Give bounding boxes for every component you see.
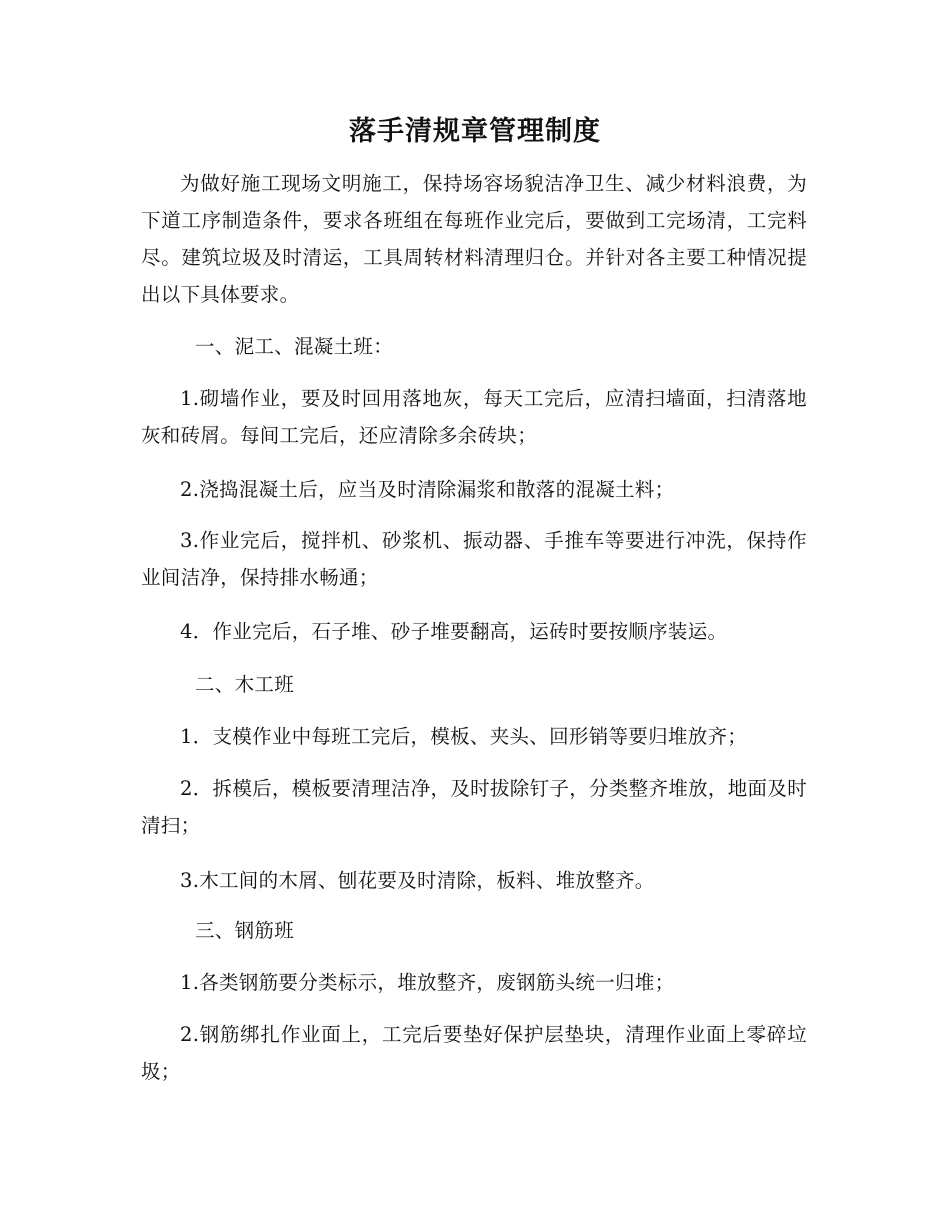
masonry-item-3: 3.作业完后，搅拌机、砂浆机、振动器、手推车等要进行冲洗，保持作业间洁净，保持排水畅通； <box>141 529 807 589</box>
section-heading-masonry: 一、泥工、混凝土班： <box>195 335 394 358</box>
masonry-item-1: 1.砌墙作业，要及时回用落地灰，每天工完后，应清扫墙面，扫清落地灰和砖屑。每间工完后，还应清除多余砖块； <box>141 387 807 447</box>
carpentry-item-3: 3.木工间的木屑、刨花要及时清除，板料、堆放整齐。 <box>180 869 655 892</box>
document-title: 落手清规章管理制度 <box>349 116 601 147</box>
intro-paragraph: 为做好施工现场文明施工，保持场容场貌洁净卫生、减少材料浪费，为下道工序制造条件，要求各班组在每班作业完后，要做到工完场清，工完料尽。建筑垃圾及时清运，工具周转材料清理归仓。并针对各主要工种情况提出以下具体要求。 <box>141 172 807 306</box>
section-heading-carpentry: 二、木工班 <box>195 673 295 696</box>
rebar-item-1: 1.各类钢筋要分类标示，堆放整齐，废钢筋头统一归堆； <box>180 971 675 994</box>
carpentry-item-1: 1．支模作业中每班工完后，模板、夹头、回形销等要归堆放齐； <box>180 725 748 748</box>
rebar-item-2: 2.钢筋绑扎作业面上，工完后要垫好保护层垫块，清理作业面上零碎垃圾； <box>141 1023 807 1083</box>
masonry-item-2: 2.浇捣混凝土后，应当及时清除漏浆和散落的混凝土料； <box>180 478 675 501</box>
masonry-item-4: 4．作业完后，石子堆、砂子堆要翻高，运砖时要按顺序装运。 <box>180 620 728 643</box>
section-heading-rebar: 三、钢筋班 <box>195 919 295 942</box>
carpentry-item-2: 2．拆模后，模板要清理洁净，及时拔除钉子，分类整齐堆放，地面及时清扫； <box>141 777 807 837</box>
